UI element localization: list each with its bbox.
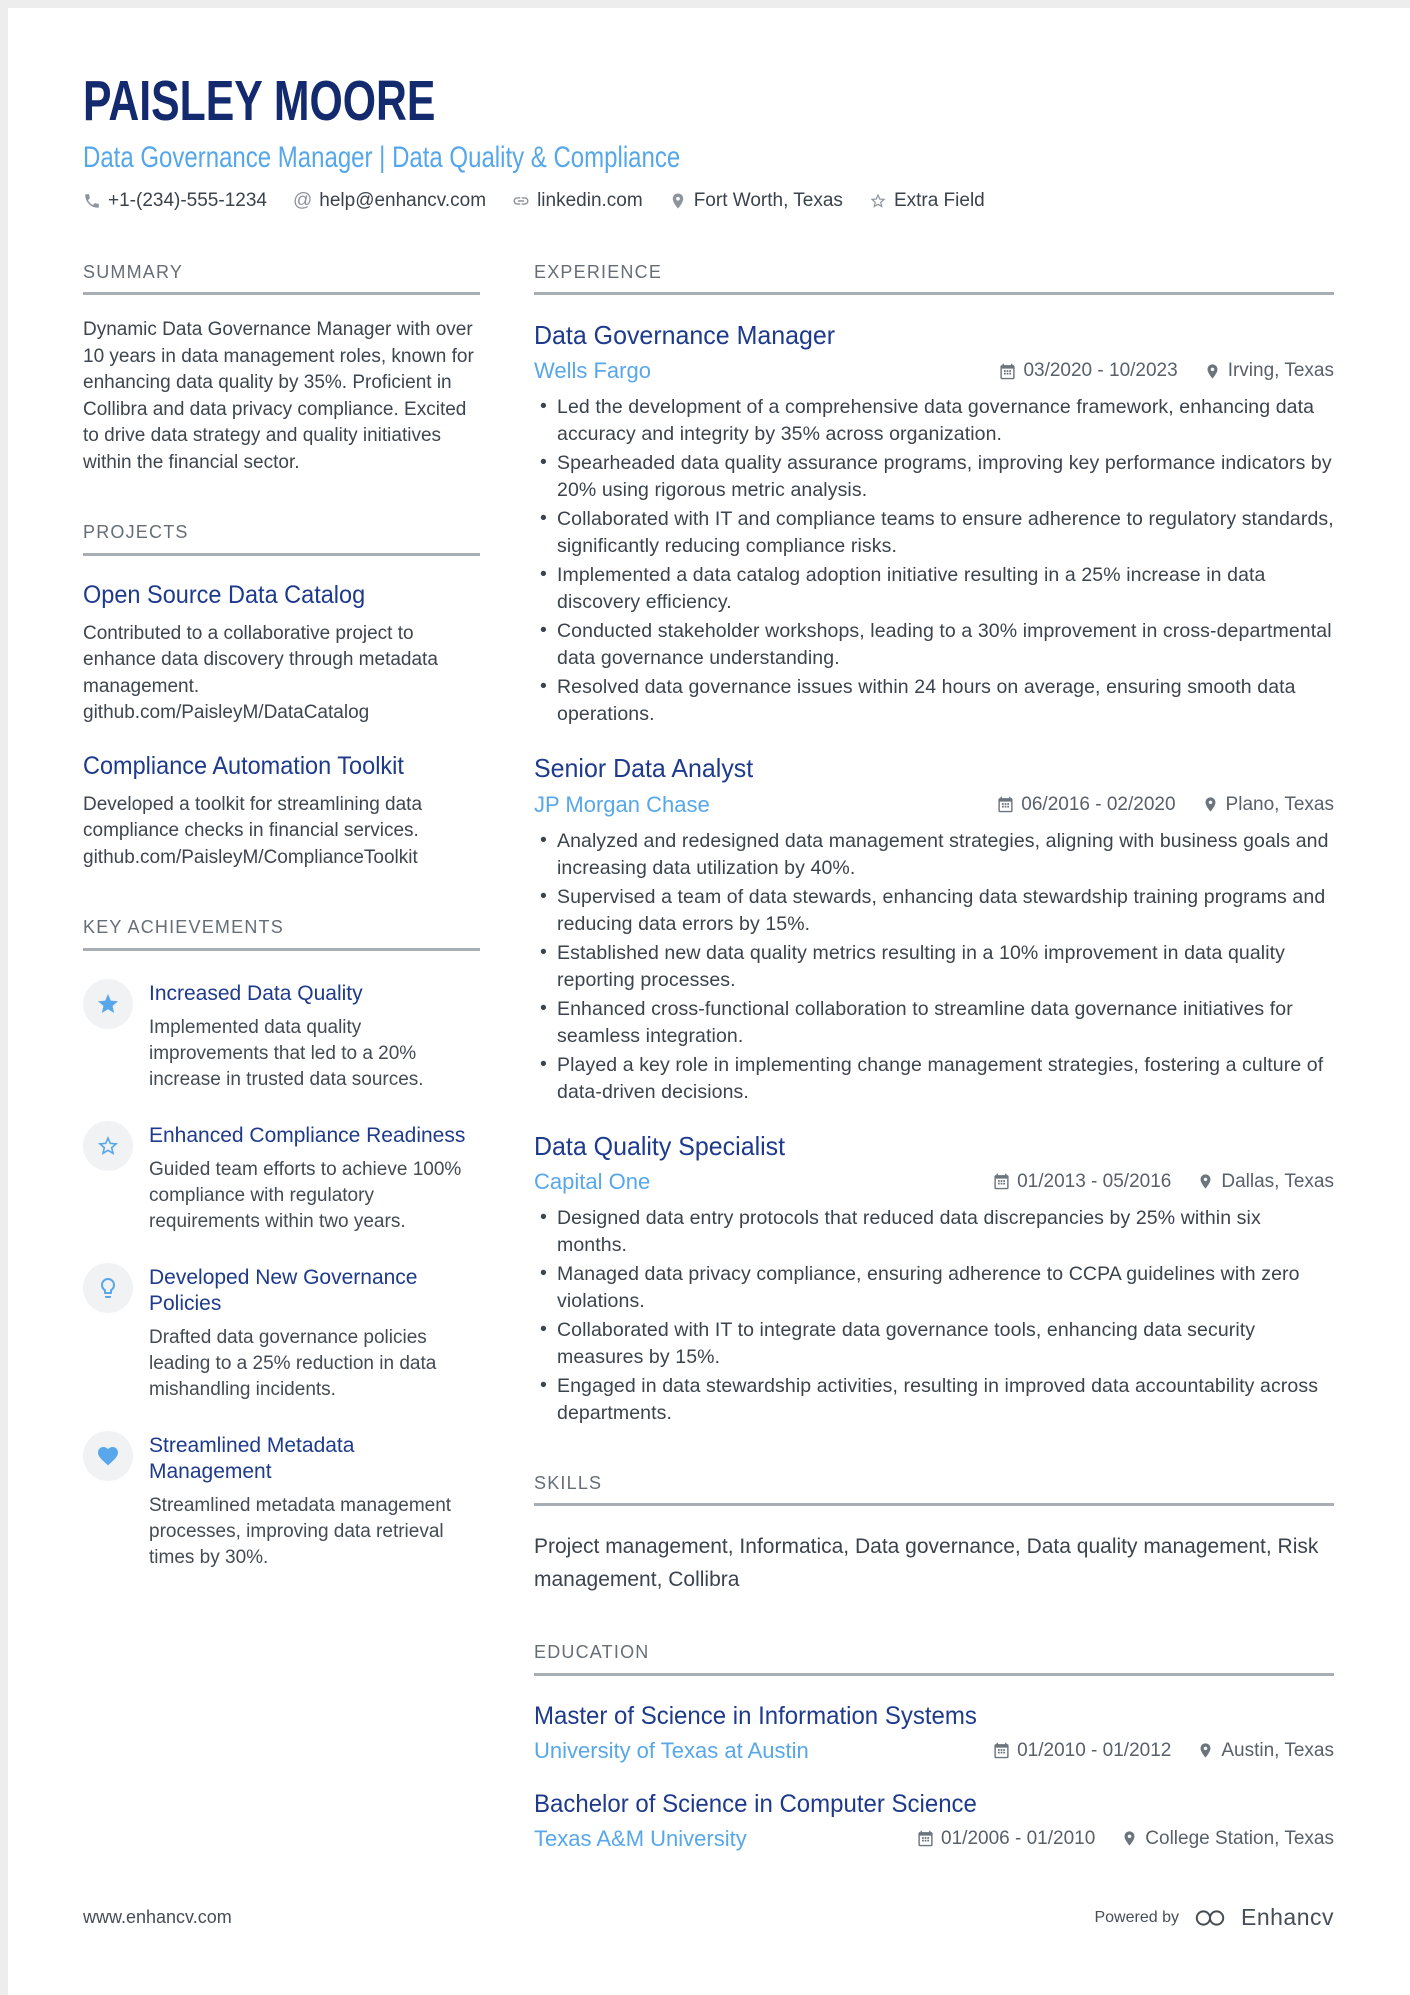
heart-icon bbox=[96, 1444, 120, 1468]
section-label-summary: SUMMARY bbox=[83, 262, 480, 296]
job-bullet: • Implemented a data catalog adoption initiative resulting in a 25% increase in data discovery efficiency. bbox=[534, 562, 1334, 616]
job-title: Senior Data Analyst bbox=[534, 753, 754, 784]
summary-text: Dynamic Data Governance Manager with over 10 years in data management roles, known for enhancing data quality by 35%. Proficient in Collibra and data privacy compliance. Excited to drive data strategy and quality initiatives within the financial sector. bbox=[83, 319, 474, 473]
achievement-title: Enhanced Compliance Readiness bbox=[149, 1123, 466, 1147]
contact-extra-text: Extra Field bbox=[893, 189, 985, 211]
pin-icon bbox=[1197, 1742, 1214, 1759]
job-location bbox=[1197, 1171, 1334, 1193]
achievement-body bbox=[149, 1431, 480, 1571]
project-description: Contributed to a collaborative project to enhance data discovery through metadata management. bbox=[83, 622, 438, 697]
content-columns bbox=[83, 262, 1334, 1852]
degree-title: Bachelor of Science in Computer Science bbox=[534, 1789, 977, 1818]
achievement-description: Guided team efforts to achieve 100% compliance with regulatory requirements within two years. bbox=[149, 1158, 462, 1232]
pin-icon bbox=[1197, 1173, 1214, 1190]
achievement-icon-circle bbox=[83, 1431, 133, 1481]
job-bullet: • Analyzed and redesigned data management strategies, aligning with business goals and increasing data utilization by 40%. bbox=[534, 828, 1334, 882]
project-title: Open Source Data Catalog bbox=[83, 580, 366, 609]
link-icon bbox=[512, 192, 530, 210]
education-location-text: College Station, Texas bbox=[1145, 1827, 1334, 1849]
job-bullet: • Led the development of a comprehensive data governance framework, enhancing data accuracy and integrity by 35% across organization. bbox=[534, 394, 1334, 448]
job-bullet: • Collaborated with IT and compliance teams to ensure adherence to regulatory standards, significantly reducing compliance risks. bbox=[534, 506, 1334, 560]
contact-linkedin-text: linkedin.com bbox=[537, 189, 643, 211]
job-dates bbox=[993, 1171, 1171, 1193]
calendar-icon bbox=[917, 1830, 934, 1847]
education-meta-row bbox=[534, 1826, 1334, 1852]
contact-extra-field bbox=[869, 190, 985, 212]
job-bullets bbox=[534, 394, 1334, 728]
job-title: Data Quality Specialist bbox=[534, 1130, 786, 1161]
calendar-icon bbox=[999, 363, 1016, 380]
achievement-description: Streamlined metadata management processes, improving data retrieval times by 30%. bbox=[149, 1494, 452, 1568]
job-dates-text: 03/2020 - 10/2023 bbox=[1023, 360, 1178, 382]
achievement-title: Increased Data Quality bbox=[149, 981, 363, 1005]
section-label-skills: SKILLS bbox=[534, 1473, 1334, 1507]
project-description: Developed a toolkit for streamlining data compliance checks in financial services. bbox=[83, 793, 423, 842]
education-meta-right bbox=[993, 1740, 1334, 1762]
education-location bbox=[1197, 1740, 1334, 1762]
achievement-item bbox=[83, 979, 480, 1093]
footer-website-link[interactable]: www.enhancv.com bbox=[83, 1907, 232, 1927]
powered-by-enhancv-link[interactable] bbox=[1094, 1904, 1334, 1931]
job-meta-row bbox=[534, 792, 1334, 818]
star-outline-icon bbox=[869, 192, 887, 210]
education-meta-row bbox=[534, 1738, 1334, 1764]
pin-icon bbox=[1202, 796, 1219, 813]
pin-icon bbox=[1121, 1830, 1138, 1847]
achievement-item bbox=[83, 1263, 480, 1403]
star-outline-icon bbox=[96, 1134, 120, 1158]
job-bullet: • Managed data privacy compliance, ensuring adherence to CCPA guidelines with zero violations. bbox=[534, 1261, 1334, 1315]
education-dates bbox=[993, 1740, 1171, 1762]
job-bullet: • Established new data quality metrics resulting in a 10% improvement in data quality reporting processes. bbox=[534, 940, 1334, 994]
job-dates-text: 06/2016 - 02/2020 bbox=[1021, 793, 1176, 815]
job-dates bbox=[999, 360, 1177, 382]
candidate-title: Data Governance Manager | Data Quality & Compliance bbox=[83, 141, 681, 175]
right-column bbox=[534, 262, 1334, 1852]
achievement-icon-circle bbox=[83, 1121, 133, 1171]
job-bullet: • Conducted stakeholder workshops, leading to a 30% improvement in cross-departmental data governance understanding. bbox=[534, 618, 1334, 672]
resume-page bbox=[8, 8, 1410, 1995]
job-location bbox=[1204, 360, 1334, 382]
job-bullets bbox=[534, 828, 1334, 1106]
job-bullet: • Engaged in data stewardship activities, resulting in improved data accountability across departments. bbox=[534, 1373, 1334, 1427]
phone-icon bbox=[83, 192, 101, 210]
degree-title: Master of Science in Information Systems bbox=[534, 1701, 977, 1730]
calendar-icon bbox=[997, 796, 1014, 813]
job-meta-row bbox=[534, 1169, 1334, 1195]
achievement-item bbox=[83, 1431, 480, 1571]
contact-email-text: help@enhancv.com bbox=[319, 189, 487, 211]
achievement-title: Developed New Governance Policies bbox=[149, 1265, 418, 1315]
left-column bbox=[83, 262, 480, 1852]
star-filled-icon bbox=[96, 992, 120, 1016]
skills-text: Project management, Informatica, Data governance, Data quality management, Risk management, Collibra bbox=[534, 1535, 1319, 1592]
education-dates-text: 01/2006 - 01/2010 bbox=[941, 1827, 1096, 1849]
education-dates-text: 01/2010 - 01/2012 bbox=[1017, 1739, 1172, 1761]
at-icon: @ bbox=[292, 189, 313, 211]
project-link[interactable]: github.com/PaisleyM/DataCatalog bbox=[83, 702, 370, 724]
contact-phone-text: +1-(234)-555-1234 bbox=[108, 189, 267, 211]
pin-icon bbox=[1204, 363, 1221, 380]
project-link[interactable]: github.com/PaisleyM/ComplianceToolkit bbox=[83, 846, 418, 868]
achievement-title: Streamlined Metadata Management bbox=[149, 1433, 355, 1483]
contact-location-text: Fort Worth, Texas bbox=[693, 189, 843, 211]
job-bullet: • Collaborated with IT to integrate data governance tools, enhancing data security measures by 15%. bbox=[534, 1317, 1334, 1371]
section-label-experience: EXPERIENCE bbox=[534, 262, 1334, 296]
job-meta-row bbox=[534, 358, 1334, 384]
job-dates bbox=[997, 794, 1175, 816]
job-bullet: • Played a key role in implementing change management strategies, fostering a culture of data-driven decisions. bbox=[534, 1052, 1334, 1106]
company-name: Capital One bbox=[534, 1168, 651, 1194]
contact-location bbox=[669, 190, 843, 212]
achievement-description: Drafted data governance policies leading to a 25% reduction in data mishandling incidents. bbox=[149, 1326, 437, 1400]
job-meta-right bbox=[999, 360, 1334, 382]
section-label-projects: PROJECTS bbox=[83, 522, 480, 556]
job-bullet: • Designed data entry protocols that reduced data discrepancies by 25% within six months. bbox=[534, 1205, 1334, 1259]
company-name: Wells Fargo bbox=[534, 358, 651, 384]
contact-linkedin[interactable] bbox=[512, 190, 643, 212]
job-location-text: Plano, Texas bbox=[1225, 793, 1334, 815]
school-name: University of Texas at Austin bbox=[534, 1737, 809, 1763]
job-bullet: • Spearheaded data quality assurance programs, improving key performance indicators by 20% using rigorous metric analysis. bbox=[534, 450, 1334, 504]
job-bullet: • Resolved data governance issues within 24 hours on average, ensuring smooth data operations. bbox=[534, 674, 1334, 728]
project-title: Compliance Automation Toolkit bbox=[83, 751, 404, 780]
job-bullet: • Supervised a team of data stewards, enhancing data stewardship training programs and reducing data errors by 15%. bbox=[534, 884, 1334, 938]
contact-phone[interactable] bbox=[83, 190, 267, 212]
education-dates bbox=[917, 1828, 1095, 1850]
job-meta-right bbox=[993, 1171, 1334, 1193]
contact-row bbox=[83, 190, 1334, 212]
achievement-body bbox=[149, 979, 480, 1093]
job-location-text: Dallas, Texas bbox=[1221, 1170, 1334, 1192]
job-bullets bbox=[534, 1205, 1334, 1427]
achievement-icon-circle bbox=[83, 1263, 133, 1313]
education-location bbox=[1121, 1828, 1334, 1850]
candidate-name: PAISLEY MOORE bbox=[83, 69, 436, 133]
achievement-item bbox=[83, 1121, 480, 1235]
enhancv-brand-text: Enhancv bbox=[1240, 1904, 1334, 1930]
powered-by-text: Powered by bbox=[1094, 1908, 1179, 1926]
education-location-text: Austin, Texas bbox=[1221, 1739, 1334, 1761]
resume-header bbox=[83, 69, 1334, 212]
job-meta-right bbox=[997, 794, 1334, 816]
company-name: JP Morgan Chase bbox=[534, 791, 710, 817]
section-label-education: EDUCATION bbox=[534, 1642, 1334, 1676]
page-footer bbox=[83, 1904, 1334, 1931]
job-bullet: • Enhanced cross-functional collaboration to streamline data governance initiatives for seamless integration. bbox=[534, 996, 1334, 1050]
job-title: Data Governance Manager bbox=[534, 320, 836, 351]
school-name: Texas A&M University bbox=[534, 1825, 747, 1851]
contact-email[interactable] bbox=[293, 190, 486, 212]
job-location-text: Irving, Texas bbox=[1227, 360, 1334, 382]
achievement-body bbox=[149, 1263, 480, 1403]
section-label-achievements: KEY ACHIEVEMENTS bbox=[83, 917, 480, 951]
job-dates-text: 01/2013 - 05/2016 bbox=[1017, 1170, 1172, 1192]
achievement-icon-circle bbox=[83, 979, 133, 1029]
enhancv-logo-icon bbox=[1191, 1908, 1229, 1928]
education-meta-right bbox=[917, 1828, 1334, 1850]
lightbulb-icon bbox=[96, 1276, 120, 1300]
job-location bbox=[1202, 794, 1334, 816]
calendar-icon bbox=[993, 1173, 1010, 1190]
achievement-body bbox=[149, 1121, 480, 1235]
calendar-icon bbox=[993, 1742, 1010, 1759]
achievement-description: Implemented data quality improvements that led to a 20% increase in trusted data sources. bbox=[149, 1016, 424, 1090]
pin-icon bbox=[669, 192, 687, 210]
